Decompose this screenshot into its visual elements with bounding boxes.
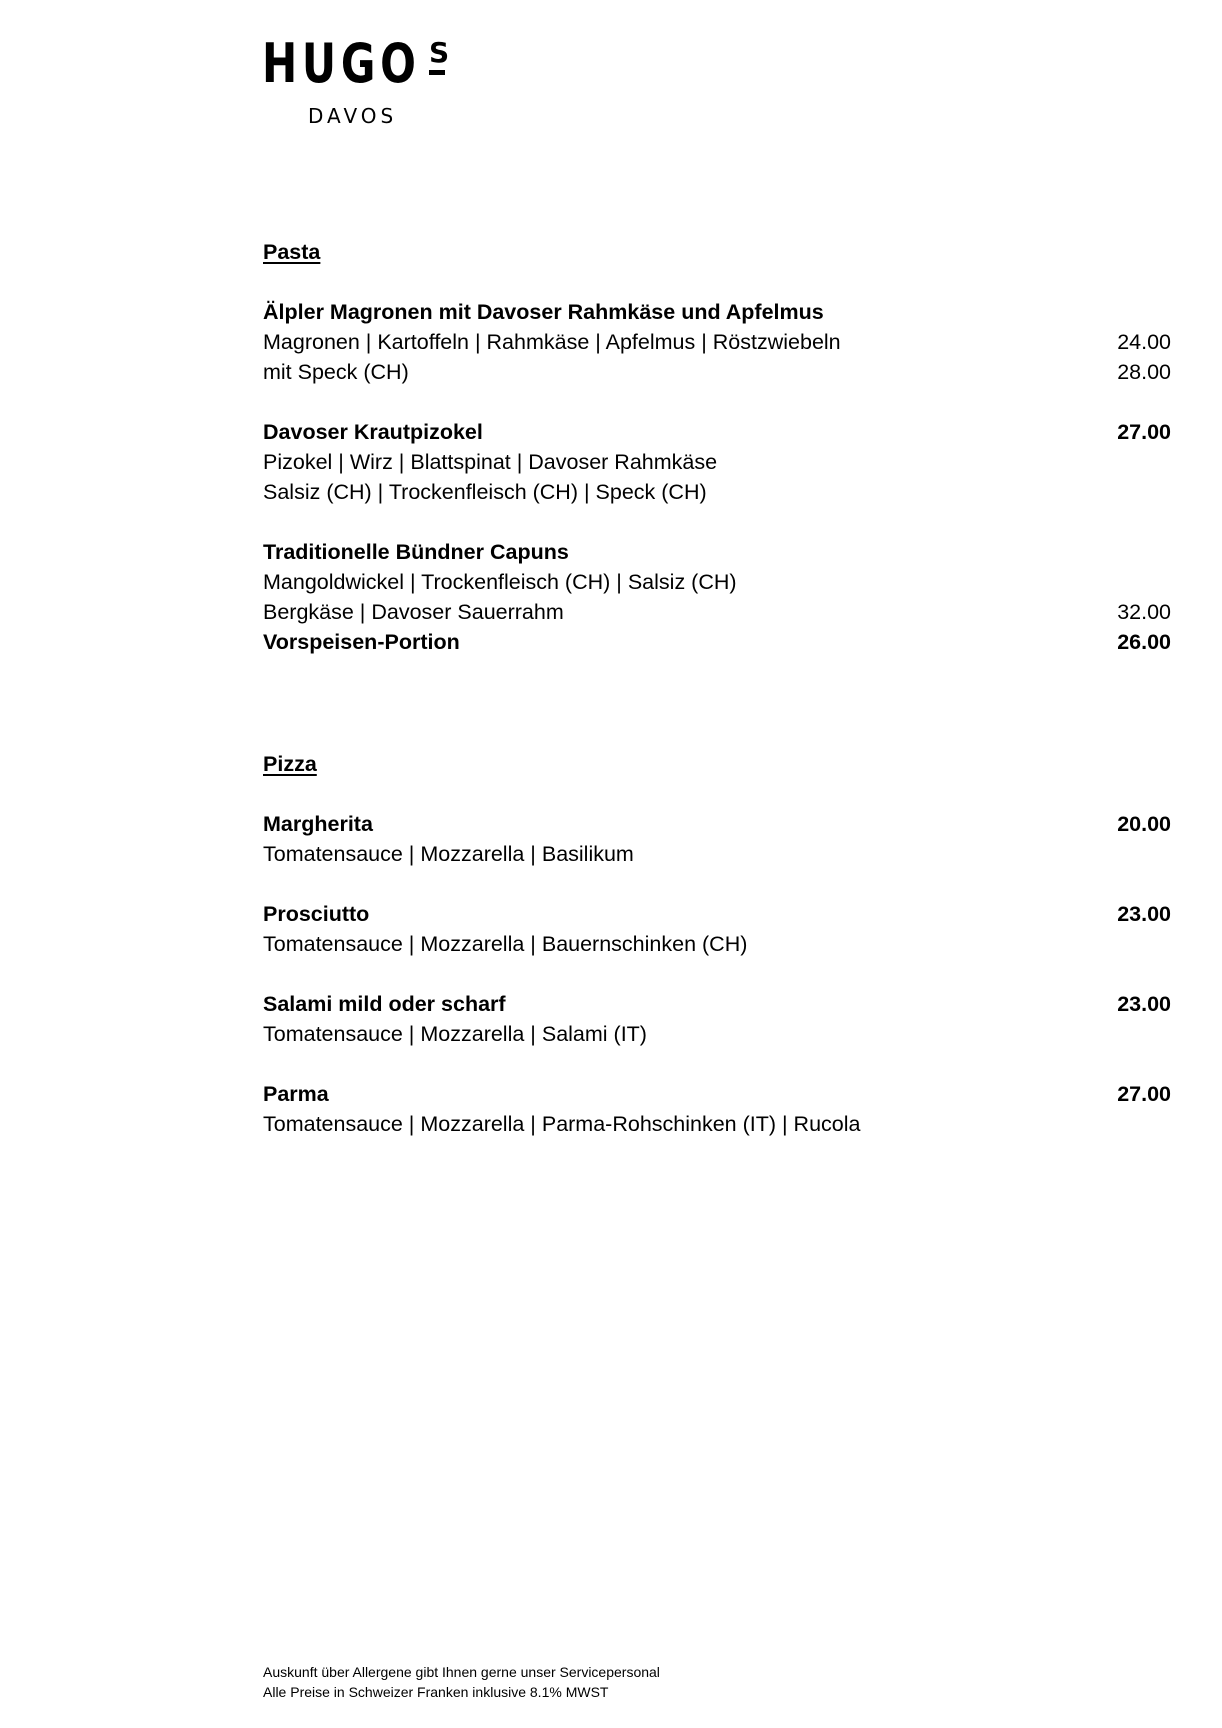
dish-name: Vorspeisen-Portion — [263, 630, 460, 654]
menu-line — [263, 327, 1171, 357]
dish-price: 23.00 — [1117, 902, 1171, 926]
allergen-note: Auskunft über Allergene gibt Ihnen gerne unser Servicepersonal — [263, 1664, 660, 1680]
dish-price: 27.00 — [1117, 1082, 1171, 1106]
dish-price: 32.00 — [1117, 600, 1171, 624]
logo-suffix — [429, 36, 450, 75]
dish-price: 26.00 — [1117, 630, 1171, 654]
dish-price: 24.00 — [1117, 330, 1171, 354]
menu-line — [263, 1109, 1171, 1139]
menu-line — [263, 809, 1171, 839]
logo-location: DAVOS — [308, 104, 398, 128]
logo — [262, 32, 450, 128]
section-title — [263, 237, 1171, 267]
menu-line — [263, 567, 1171, 597]
dish-description: Bergkäse | Davoser Sauerrahm — [263, 600, 564, 624]
menu-line — [263, 929, 1171, 959]
section-title — [263, 749, 1171, 779]
dish-description: Tomatensauce | Mozzarella | Bauernschinken (CH) — [263, 932, 748, 956]
menu-line — [263, 297, 1171, 327]
dish-description: mit Speck (CH) — [263, 360, 409, 384]
price-note: Alle Preise in Schweizer Franken inklusive 8.1% MWST — [263, 1684, 609, 1700]
dish-price: 23.00 — [1117, 992, 1171, 1016]
menu-line — [263, 627, 1171, 657]
section-title-text: Pasta — [263, 240, 321, 264]
dish-description: Tomatensauce | Mozzarella | Basilikum — [263, 842, 634, 866]
logo-suffix-bar — [429, 70, 445, 75]
menu-line — [263, 1019, 1171, 1049]
dish-name: Davoser Krautpizokel — [263, 420, 483, 444]
dish-description: Tomatensauce | Mozzarella | Parma-Rohschinken (IT) | Rucola — [263, 1112, 861, 1136]
dish-name: Prosciutto — [263, 902, 370, 926]
dish-name: Salami mild oder scharf — [263, 992, 506, 1016]
dish-description: Tomatensauce | Mozzarella | Salami (IT) — [263, 1022, 647, 1046]
dish-name: Älpler Magronen mit Davoser Rahmkäse und Apfelmus — [263, 300, 824, 324]
dish-name: Parma — [263, 1082, 329, 1106]
menu-line — [263, 417, 1171, 447]
menu-line — [263, 1079, 1171, 1109]
menu-line — [263, 477, 1171, 507]
menu-line — [263, 839, 1171, 869]
dish-price: 28.00 — [1117, 360, 1171, 384]
menu-line — [263, 899, 1171, 929]
dish-name: Margherita — [263, 812, 373, 836]
logo-wordmark: HUGO — [262, 32, 421, 95]
footer-notes — [263, 1662, 660, 1702]
logo-suffix-letter: S — [429, 36, 450, 69]
dish-description: Mangoldwickel | Trockenfleisch (CH) | Salsiz (CH) — [263, 570, 737, 594]
menu-line — [263, 989, 1171, 1019]
menu-line — [263, 447, 1171, 477]
menu-line — [263, 537, 1171, 567]
dish-name: Traditionelle Bündner Capuns — [263, 540, 569, 564]
menu-line — [263, 357, 1171, 387]
dish-price: 20.00 — [1117, 812, 1171, 836]
section-title-text: Pizza — [263, 752, 317, 776]
menu-line — [263, 597, 1171, 627]
dish-description: Magronen | Kartoffeln | Rahmkäse | Apfelmus | Röstzwiebeln — [263, 330, 841, 354]
dish-description: Pizokel | Wirz | Blattspinat | Davoser Rahmkäse — [263, 450, 718, 474]
dish-price: 27.00 — [1117, 420, 1171, 444]
dish-description: Salsiz (CH) | Trockenfleisch (CH) | Speck (CH) — [263, 480, 707, 504]
